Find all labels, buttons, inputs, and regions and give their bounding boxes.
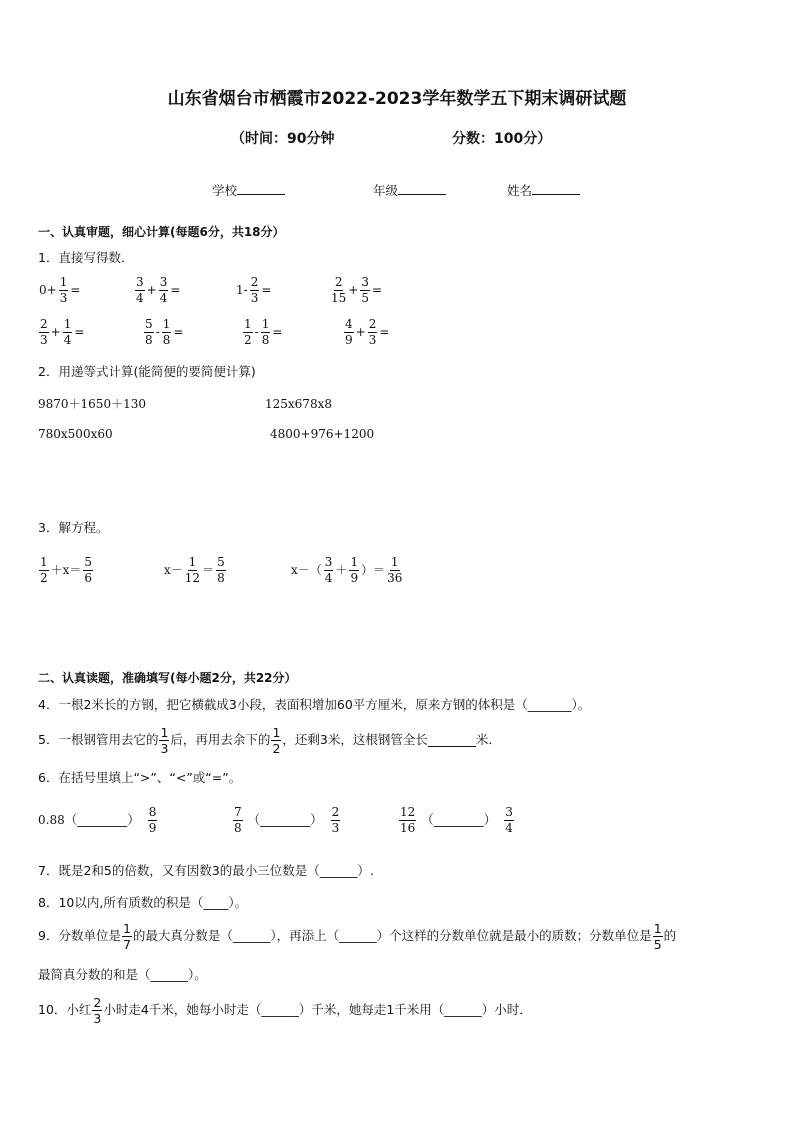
grade-blank[interactable]: [398, 182, 446, 195]
q2-item-2: 125x678x8: [265, 397, 332, 411]
section-1-heading: 一、认真审题，细心计算(每题6分，共18分）: [38, 225, 285, 239]
equation-3: x－（ $\frac{3}{4}$ ＋ $\frac{1}{9}$ ）＝ $\frac{1}{36}$: [291, 555, 403, 585]
fraction: $\frac{2}{15}$: [331, 275, 347, 305]
q1-expression-8: $\frac{4}{9}$ + $\frac{2}{3}$ =: [345, 317, 390, 347]
q1-label: 1．直接写得数．: [38, 250, 134, 265]
q1-expression-3: 1- $\frac{2}{3}$ =: [236, 275, 272, 305]
fraction: $\frac{12}{16}$: [400, 805, 416, 835]
name-label: 姓名: [507, 183, 533, 198]
q6-blank-1[interactable]: （________）: [64, 811, 140, 827]
fraction: $\frac{2}{3}$: [40, 317, 48, 347]
fraction: $\frac{1}{36}$: [387, 555, 403, 585]
fraction: $\frac{1}{5}$: [653, 921, 662, 953]
fraction: $\frac{2}{3}$: [93, 995, 102, 1027]
q7-text: 7．既是2和5的倍数，又有因数3的最小三位数是（______）.: [38, 863, 374, 878]
fraction: $\frac{8}{9}$: [148, 805, 157, 835]
q5-text: 5．一根钢管用去它的 $\frac{1}{3}$ 后，再用去余下的 $\frac{1}{2}$ ，还剩3米，这根钢管全长 米．: [38, 725, 501, 757]
q6-compare-2: [232, 806, 341, 834]
section-2-heading: 二、认真读题，准确填写(每小题2分，共22分）: [38, 671, 297, 685]
q1-expression-6: $\frac{5}{8}$ - $\frac{1}{8}$ =: [145, 317, 184, 347]
name-field[interactable]: [507, 182, 580, 198]
q1-expression-2: $\frac{3}{4}$ + $\frac{3}{4}$ =: [136, 275, 181, 305]
fraction: $\frac{7}{8}$: [234, 805, 242, 835]
fraction: $\frac{1}{2}$: [272, 725, 281, 757]
fraction: $\frac{3}{5}$: [361, 275, 369, 305]
school-field[interactable]: [212, 182, 285, 198]
fraction: $\frac{1}{2}$: [244, 317, 252, 347]
q9-text: 9．分数单位是 $\frac{1}{7}$ 的最大真分数是（______），再添上（______）个这样的分数单位就是最小的质数；分数单位是 $\frac{1}{5}$ 的: [38, 921, 677, 953]
grade-label: 年级: [373, 183, 399, 198]
exam-score: 分数：100分）: [452, 131, 552, 147]
fraction: $\frac{1}{8}$: [261, 317, 270, 347]
q4-text: 4．一根2米长的方钢，把它横截成3小段，表面积增加60平方厘米，原来方钢的体积是（_______）。: [38, 697, 591, 712]
fraction: $\frac{5}{8}$: [217, 555, 225, 585]
fraction: $\frac{1}{12}$: [184, 555, 201, 585]
equation-1: $\frac{1}{2}$ ＋x＝ $\frac{5}{6}$: [40, 555, 93, 585]
fraction: $\frac{1}{3}$: [160, 725, 169, 757]
fraction: $\frac{1}{8}$: [162, 317, 171, 347]
fraction: $\frac{1}{7}$: [122, 921, 131, 953]
fraction: $\frac{1}{2}$: [40, 555, 48, 585]
q2-item-3: 780x500x60: [38, 427, 113, 441]
fraction: $\frac{5}{8}$: [145, 317, 153, 347]
name-blank[interactable]: [532, 182, 580, 195]
q3-label: 3．解方程。: [38, 520, 109, 535]
fraction: $\frac{3}{4}$: [136, 275, 144, 305]
grade-field[interactable]: [373, 182, 446, 198]
fraction: $\frac{1}{9}$: [350, 555, 359, 585]
exam-time: （时间：90分钟: [231, 131, 335, 147]
page-title: 山东省烟台市栖霞市2022-2023学年数学五下期末调研试题: [167, 89, 627, 109]
q1-expression-7: $\frac{1}{2}$ - $\frac{1}{8}$ =: [244, 317, 283, 347]
q6-label: 6．在括号里填上“>”、“<”或“=”。: [38, 770, 242, 785]
fraction: $\frac{4}{9}$: [345, 317, 353, 347]
q1-expression-5: $\frac{2}{3}$ + $\frac{1}{4}$ =: [40, 317, 85, 347]
fraction: $\frac{3}{4}$: [159, 275, 168, 305]
school-label: 学校: [212, 183, 238, 198]
q10-text: 10．小红 $\frac{2}{3}$ 小时走4千米，她每小时走（______）千米，她每走1千米用（______）小时．: [38, 995, 532, 1027]
q2-item-4: 4800+976+1200: [270, 427, 375, 441]
school-blank[interactable]: [237, 182, 285, 195]
fraction: $\frac{2}{3}$: [331, 805, 340, 835]
q5-answer-blank[interactable]: [428, 734, 476, 748]
q6-blank-2[interactable]: （________）: [247, 811, 323, 827]
q8-text: 8．10以内,所有质数的积是（____）。: [38, 895, 248, 910]
fraction: $\frac{1}{4}$: [63, 317, 72, 347]
q1-expression-1: 0+ $\frac{1}{3}$ =: [39, 275, 81, 305]
fraction: $\frac{5}{6}$: [84, 555, 93, 585]
fraction: $\frac{3}{4}$: [324, 555, 333, 585]
fraction: $\frac{1}{3}$: [59, 275, 68, 305]
fraction: $\frac{2}{3}$: [250, 275, 259, 305]
fraction: $\frac{2}{3}$: [368, 317, 377, 347]
q6-compare-3: [398, 806, 515, 834]
q9-text-line-2: 最简真分数的和是（______）。: [38, 967, 207, 982]
q6-compare-1: 0.88 （________） $\frac{8}{9}$: [38, 805, 157, 835]
equation-2: x－ $\frac{1}{12}$ ＝ $\frac{5}{8}$: [164, 555, 225, 585]
q2-label: 2．用递等式计算(能简便的要简便计算): [38, 364, 256, 379]
q1-expression-4: $\frac{2}{15}$ + $\frac{3}{5}$ =: [331, 275, 383, 305]
q2-item-1: 9870＋1650＋130: [38, 397, 146, 411]
fraction: $\frac{3}{4}$: [505, 805, 513, 835]
q6-blank-3[interactable]: （________）: [421, 811, 497, 827]
